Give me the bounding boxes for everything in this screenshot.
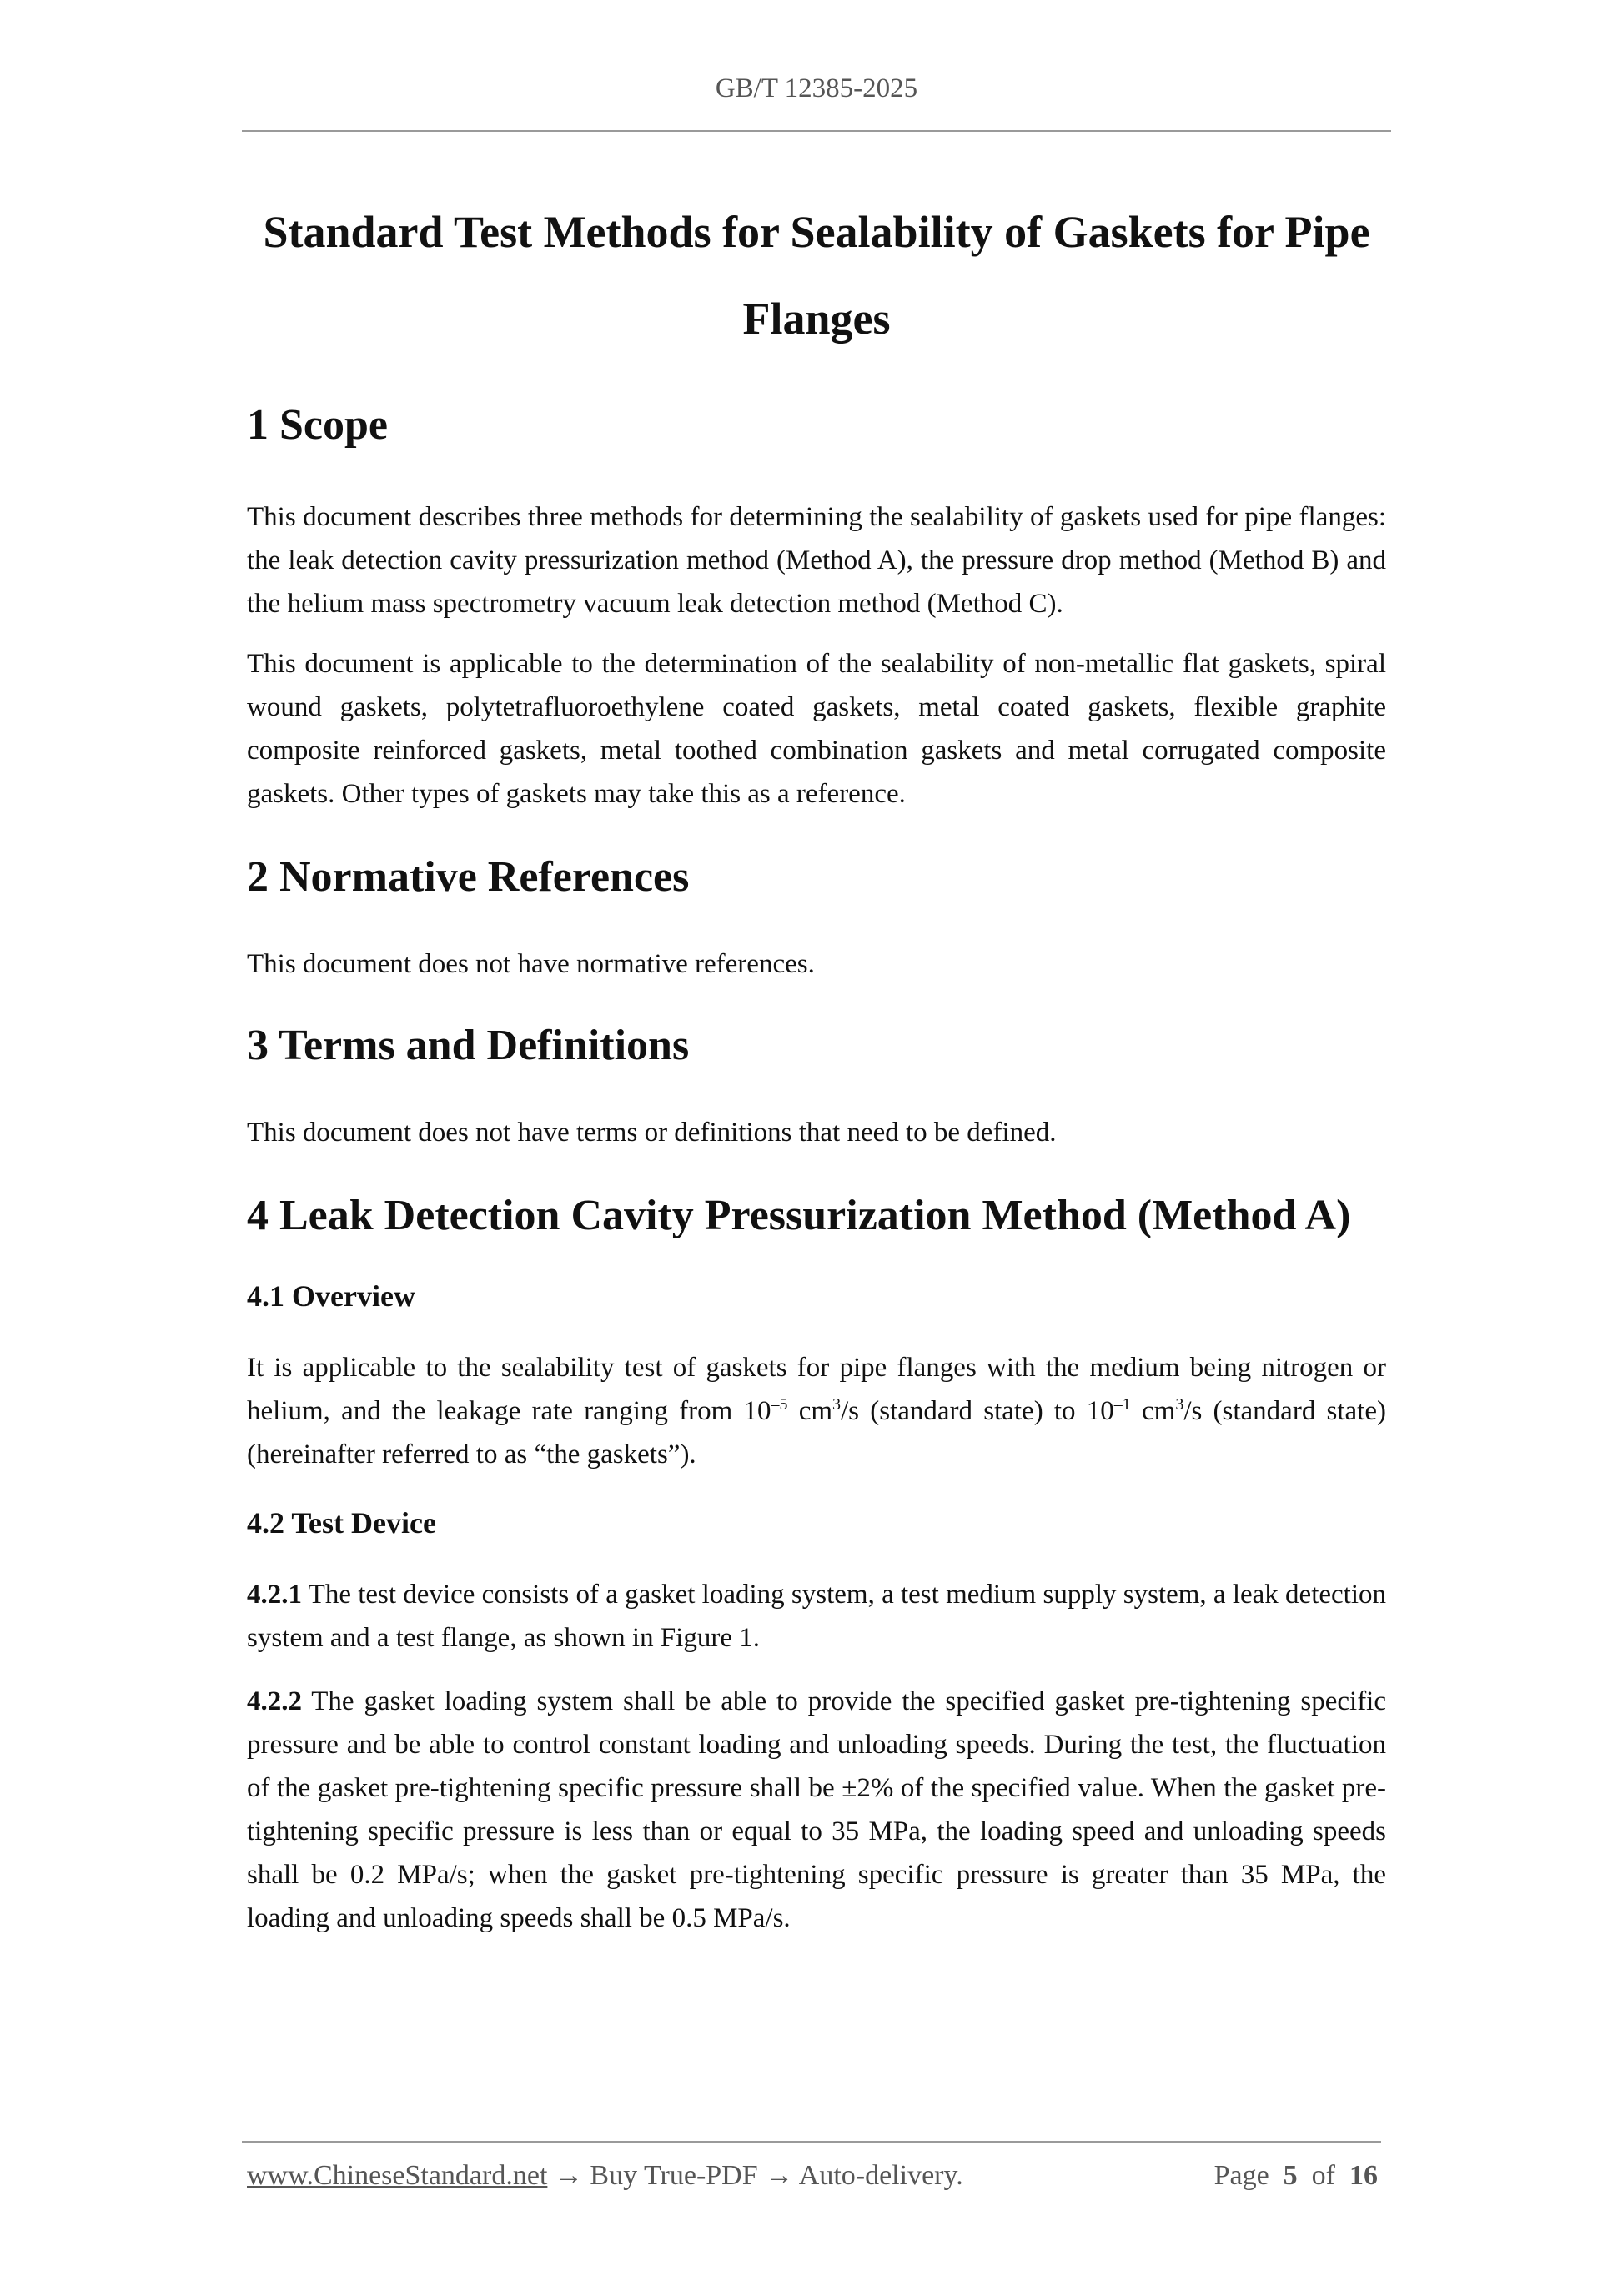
section-4-2-heading: 4.2 Test Device [247,1506,436,1540]
section-1-paragraph-1: This document describes three methods for determining the sealability of gaskets used for pipe flanges: the leak detection cavity pressurization method (Method A), the pressure drop method (Method B) and the helium mass spectrometry vacuum leak detection method (Method C). [247,502,1386,619]
auto-delivery-text: Auto-delivery. [798,2160,963,2191]
chinesestandard-link[interactable]: www.ChineseStandard.net [247,2160,548,2191]
title-line-2: Flanges [742,294,891,344]
page-label: Page [1213,2160,1269,2191]
clause-4-2-2-number: 4.2.2 [247,1686,302,1716]
total-pages: 16 [1349,2160,1378,2191]
buy-true-pdf-text: Buy True-PDF [590,2160,758,2191]
clause-4-2-1-number: 4.2.1 [247,1580,302,1610]
section-1-heading: 1 Scope [247,401,388,449]
overview-text-c: /s (standard state) to 10 [841,1396,1114,1426]
overview-text-d: cm [1130,1396,1176,1426]
footer-promo [247,2160,963,2192]
arrow-icon: → [547,2160,590,2191]
section-2-paragraph-1: This document does not have normative references. [247,949,815,979]
section-1-paragraph-2: This document is applicable to the determination of the sealability of non-metallic flat gaskets, spiral wound gaskets, polytetrafluoroethylene coated gaskets, metal coated gaskets, flexible graphite composite reinforced gaskets, metal toothed combination gaskets and metal corrugated composite gaskets. Other types of gaskets may take this as a reference. [247,649,1386,809]
section-3-heading: 3 Terms and Definitions [247,1022,690,1069]
header-rule [242,130,1391,132]
clause-4-2-1 [247,1573,1386,1660]
clause-4-2-2-text: The gasket loading system shall be able to provide the specified gasket pre-tightening specific pressure and be able to control constant loading and unloading speeds. During the test, the fluctuation of the gasket pre-tightening specific pressure shall be ±2% of the specified value. When the gasket pre-tightening specific pressure is less than or equal to 35 MPa, the loading speed and unloading speeds shall be 0.2 MPa/s; when the gasket pre-tightening specific pressure is greater than 35 MPa, the loading and unloading speeds shall be 0.5 MPa/s. [247,1686,1386,1933]
title-line-1: Standard Test Methods for Sealability of Gaskets for Pipe [263,207,1370,257]
exponent-minus-5: –5 [771,1395,788,1414]
exponent-minus-1: –1 [1113,1395,1131,1414]
section-4-1-heading: 4.1 Overview [247,1279,415,1313]
exponent-3: 3 [832,1395,842,1414]
of-label: of [1311,2160,1335,2191]
document-title [242,188,1391,362]
page-header: GB/T 12385-2025 [715,73,918,103]
section-3-paragraph-1: This document does not have terms or definitions that need to be defined. [247,1118,1057,1148]
current-page: 5 [1283,2160,1298,2191]
overview-text-e: /s (standard state) (hereinafter referred to as “the gaskets”). [247,1396,1386,1470]
document-body [247,392,1386,1940]
overview-text-b: cm [787,1396,833,1426]
clause-4-2-2 [247,1680,1386,1940]
page-footer [247,2160,1378,2192]
clause-4-2-1-text: The test device consists of a gasket loading system, a test medium supply system, a leak detection system and a test flange, as shown in Figure 1. [247,1580,1386,1653]
arrow-icon: → [757,2160,799,2191]
footer-rule [242,2141,1381,2143]
exponent-3b: 3 [1175,1395,1184,1414]
page-number [1214,2160,1378,2192]
overview-text-a: It is applicable to the sealability test of gaskets for pipe flanges with the medium being nitrogen or helium, and the leakage rate ranging from 10 [247,1353,1386,1426]
section-2-heading: 2 Normative References [247,853,690,901]
section-4-heading: 4 Leak Detection Cavity Pressurization Method (Method A) [247,1192,1351,1239]
section-4-1-paragraph [247,1346,1386,1476]
